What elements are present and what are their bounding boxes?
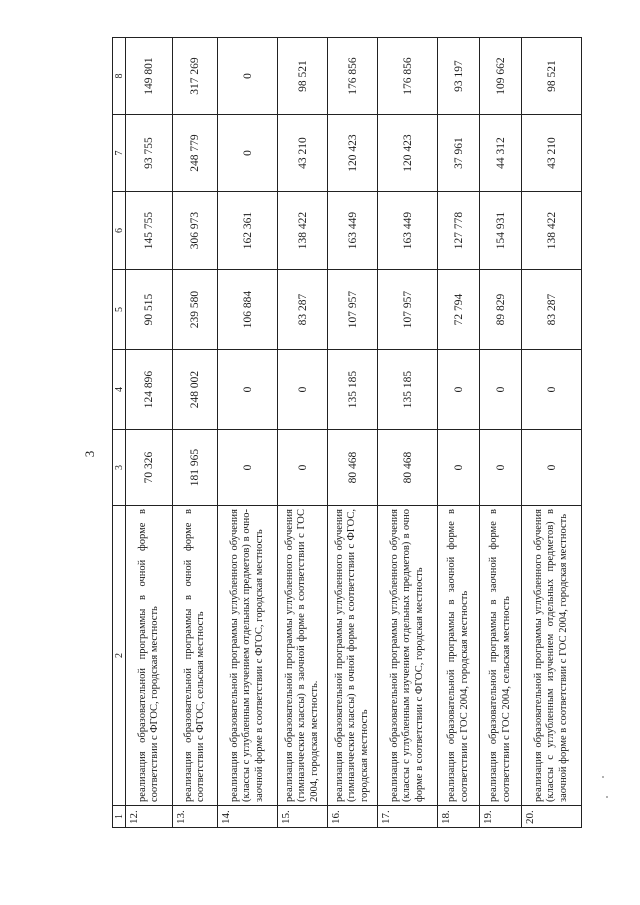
value-cell: 0: [522, 430, 582, 506]
value-cell: 109 662: [480, 38, 522, 115]
scan-speck: [606, 796, 608, 798]
column-header: 6: [113, 192, 126, 270]
value-cell: 43 210: [278, 115, 328, 192]
rotated-table-frame: [112, 38, 569, 828]
value-cell: 162 361: [218, 192, 278, 270]
row-description: реализация образовательной программы в заочной форме в соответствии с ГОС 2004, сельская местность: [480, 506, 522, 806]
value-cell: 98 521: [522, 38, 582, 115]
value-cell: 0: [278, 350, 328, 430]
value-cell: 154 931: [480, 192, 522, 270]
value-cell: 248 002: [173, 350, 218, 430]
value-cell: 135 185: [328, 350, 378, 430]
row-number: 12.: [126, 806, 173, 828]
value-cell: 72 794: [438, 270, 480, 350]
value-cell: 0: [218, 350, 278, 430]
table-row: [378, 38, 438, 828]
value-cell: 0: [218, 430, 278, 506]
value-cell: 0: [438, 350, 480, 430]
table-row: [438, 38, 480, 828]
value-cell: 145 755: [126, 192, 173, 270]
value-cell: 0: [438, 430, 480, 506]
value-cell: 90 515: [126, 270, 173, 350]
value-cell: 124 896: [126, 350, 173, 430]
row-description: реализация образовательной программы углубленного обучения (гимназические классы) в заочной форме в соответствии с ГОС 2004, городская местность.: [278, 506, 328, 806]
table-container: [112, 38, 569, 828]
value-cell: 43 210: [522, 115, 582, 192]
value-cell: 248 779: [173, 115, 218, 192]
column-header: 4: [113, 350, 126, 430]
row-number: 17.: [378, 806, 438, 828]
value-cell: 107 957: [328, 270, 378, 350]
value-cell: 0: [522, 350, 582, 430]
column-header: 2: [113, 506, 126, 806]
column-header: 1: [113, 806, 126, 828]
value-cell: 80 468: [328, 430, 378, 506]
value-cell: 120 423: [328, 115, 378, 192]
table-row: [328, 38, 378, 828]
row-number: 15.: [278, 806, 328, 828]
value-cell: 120 423: [378, 115, 438, 192]
table-row: [278, 38, 328, 828]
value-cell: 317 269: [173, 38, 218, 115]
value-cell: 0: [218, 38, 278, 115]
value-cell: 93 755: [126, 115, 173, 192]
value-cell: 80 468: [378, 430, 438, 506]
column-header: 3: [113, 430, 126, 506]
table-row: [480, 38, 522, 828]
row-description: реализация образовательной программы в заочной форме в соответствии с ГОС 2004, городская местность: [438, 506, 480, 806]
row-description: реализация образовательной программы углубленного обучения (классы с углубленным изучением отдельных предметов) в заочной форме в соответствии с ГОС 2004, городская местность: [522, 506, 582, 806]
row-description: реализация образовательной программы углубленного обучения (классы с углубленным изучением отдельных предметов) в очно форме в соответствии с ФГОС, городская местность: [378, 506, 438, 806]
value-cell: 0: [218, 115, 278, 192]
value-cell: 176 856: [328, 38, 378, 115]
page-number: 3: [82, 450, 97, 458]
value-cell: 98 521: [278, 38, 328, 115]
value-cell: 176 856: [378, 38, 438, 115]
row-number: 13.: [173, 806, 218, 828]
row-description: реализация образовательной программы в очной форме в соответствии с ФГОС, сельская местность: [173, 506, 218, 806]
value-cell: 0: [480, 430, 522, 506]
table-row: [173, 38, 218, 828]
value-cell: 0: [480, 350, 522, 430]
column-header: 5: [113, 270, 126, 350]
cost-table: [112, 37, 582, 828]
value-cell: 181 965: [173, 430, 218, 506]
value-cell: 89 829: [480, 270, 522, 350]
table-row: [522, 38, 582, 828]
column-header: 8: [113, 38, 126, 115]
row-description: реализация образовательной программы углубленного обучения (гимназические классы) в очной форме в соответствии с ФГОС, городская местность: [328, 506, 378, 806]
value-cell: 0: [278, 430, 328, 506]
value-cell: 83 287: [278, 270, 328, 350]
row-number: 16.: [328, 806, 378, 828]
row-description: реализация образовательной программы углубленного обучения (классы с углубленным изучением отдельных предметов) в очно-заочной форме в соответствии с ФГОС, городская местность: [218, 506, 278, 806]
value-cell: 135 185: [378, 350, 438, 430]
value-cell: 163 449: [328, 192, 378, 270]
value-cell: 106 884: [218, 270, 278, 350]
value-cell: 107 957: [378, 270, 438, 350]
value-cell: 138 422: [522, 192, 582, 270]
row-number: 14.: [218, 806, 278, 828]
value-cell: 70 326: [126, 430, 173, 506]
value-cell: 138 422: [278, 192, 328, 270]
scan-speck: [602, 776, 604, 778]
row-number: 19.: [480, 806, 522, 828]
value-cell: 239 580: [173, 270, 218, 350]
value-cell: 93 197: [438, 38, 480, 115]
table-header-row: [113, 38, 126, 828]
value-cell: 163 449: [378, 192, 438, 270]
value-cell: 149 801: [126, 38, 173, 115]
row-number: 20.: [522, 806, 582, 828]
value-cell: 83 287: [522, 270, 582, 350]
table-row: [218, 38, 278, 828]
value-cell: 306 973: [173, 192, 218, 270]
column-header: 7: [113, 115, 126, 192]
value-cell: 44 312: [480, 115, 522, 192]
value-cell: 37 961: [438, 115, 480, 192]
row-number: 18.: [438, 806, 480, 828]
table-row: [126, 38, 173, 828]
value-cell: 127 778: [438, 192, 480, 270]
table-body: [113, 38, 582, 828]
row-description: реализация образовательной программы в очной форме в соответствии с ФГОС, городская местность: [126, 506, 173, 806]
